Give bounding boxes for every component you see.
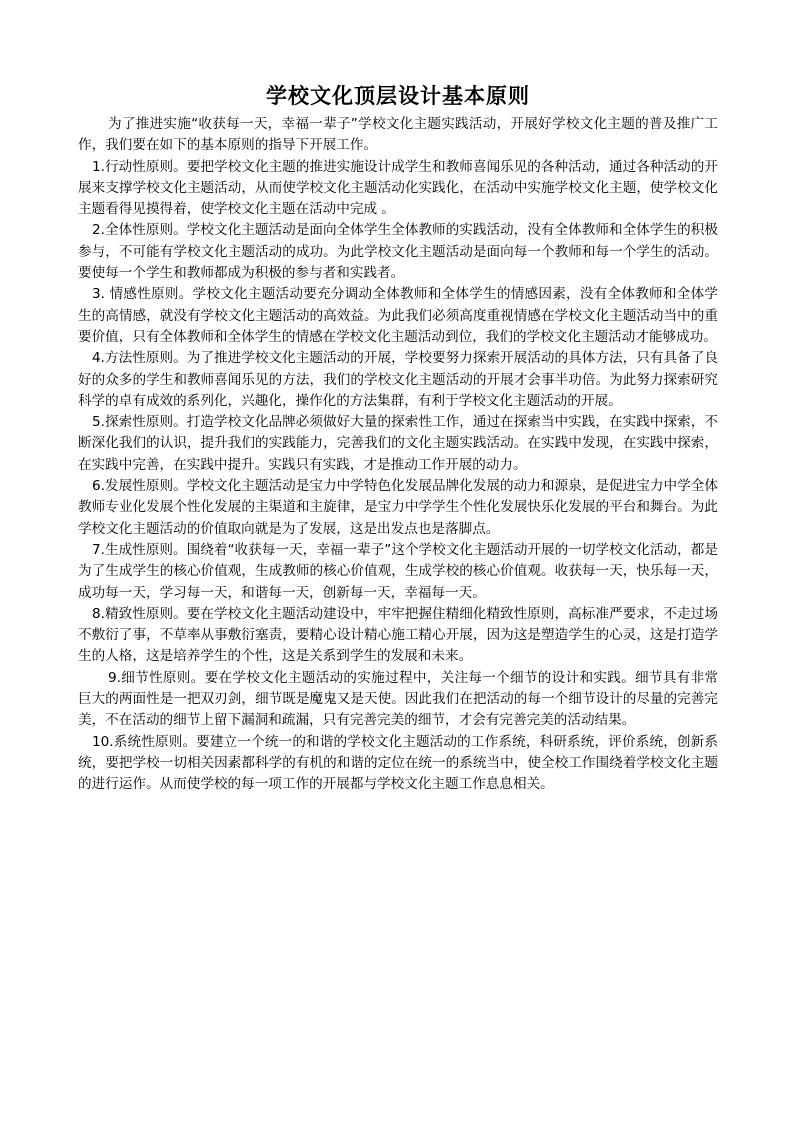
document-page [78, 80, 718, 796]
principle-8-paragraph: 8.精致性原则。要在学校文化主题活动建设中，牢牢把握住精细化精致性原则，高标准严要求，不走过场不敷衍了事，不草率从事敷衍塞责，要精心设计精心施工精心开展，因为这是塑造学生的心灵，这是打造学生的人格，这是培养学生的个性，这是关系到学生的发展和未来。 [78, 605, 718, 665]
intro-paragraph: 为了推进实施“收获每一天，幸福一辈子”学校文化主题实践活动，开展好学校文化主题的普及推广工作，我们要在如下的基本原则的指导下开展工作。 [78, 116, 718, 154]
principle-4-paragraph: 4.方法性原则。为了推进学校文化主题活动的开展，学校要努力探索开展活动的具体方法，只有具备了良好的众多的学生和教师喜闻乐见的方法，我们的学校文化主题活动的开展才会事半功倍。为此努力探索研究科学的卓有成效的系列化，兴趣化，操作化的方法集群，有利于学校文化主题活动的开展。 [78, 350, 718, 409]
principle-3-paragraph: 3. 情感性原则。学校文化主题活动要充分调动全体教师和全体学生的情感因素，没有全体教师和全体学生的高情感，就没有学校文化主题活动的高效益。为此我们必须高度重视情感在学校文化主题活动当中的重要价值，只有全体教师和全体学生的情感在学校文化主题活动到位，我们的学校文化主题活动才能够成功。 [78, 286, 718, 345]
principle-9-paragraph: 9.细节性原则。要在学校文化主题活动的实施过程中，关注每一个细节的设计和实践。细节具有非常巨大的两面性是一把双刃剑，细节既是魔鬼又是天使。因此我们在把活动的每一个细节设计的尽量的完善完美，不在活动的细节上留下漏洞和疏漏，只有完善完美的细节，才会有完善完美的活动结果。 [78, 669, 718, 729]
document-title: 学校文化顶层设计基本原则 [266, 83, 530, 108]
principle-6-paragraph: 6.发展性原则。学校文化主题活动是宝力中学特色化发展品牌化发展的动力和源泉，是促进宝力中学全体教师专业化发展个性化发展的主渠道和主旋律，是宝力中学学生个性化发展快乐化发展的平台和舞台。为此学校文化主题活动的价值取向就是为了发展，这是出发点也是落脚点。 [78, 478, 718, 537]
principle-1-paragraph: 1.行动性原则。要把学校文化主题的推进实施设计成学生和教师喜闻乐见的各种活动，通过各种活动的开展来支撑学校文化主题活动，从而使学校文化主题活动化实践化，在活动中实施学校文化主题，使学校文化主题看得见摸得着，使学校文化主题在活动中完成 。 [78, 158, 718, 218]
principle-2-paragraph: 2.全体性原则。学校文化主题活动是面向全体学生全体教师的实践活动，没有全体教师和全体学生的积极参与，不可能有学校文化主题活动的成功。为此学校文化主题活动是面向每一个教师和每一个学生的活动。要使每一个学生和教师都成为积极的参与者和实践者。 [78, 222, 718, 282]
principle-7-paragraph: 7.生成性原则。围绕着“收获每一天，幸福一辈子”这个学校文化主题活动开展的一切学校文化活动，都是为了生成学生的核心价值观，生成教师的核心价值观，生成学校的核心价值观。收获每一天，快乐每一天，成功每一天，学习每一天，和谐每一天，创新每一天，幸福每一天。 [78, 541, 718, 601]
principle-5-paragraph: 5.探索性原则。打造学校文化品牌必须做好大量的探索性工作，通过在探索当中实践，在实践中探索，不断深化我们的认识，提升我们的实践能力，完善我们的文化主题实践活动。在实践中发现，在实践中探索，在实践中完善，在实践中提升。实践只有实践，才是推动工作开展的动力。 [78, 414, 718, 473]
principle-10-paragraph: 10.系统性原则。要建立一个统一的和谐的学校文化主题活动的工作系统，科研系统，评价系统，创新系统，要把学校一切相关因素都科学的有机的和谐的定位在统一的系统当中，使全校工作围绕着学校文化主题的进行运作。从而使学校的每一项工作的开展都与学校文化主题工作息息相关。 [78, 733, 718, 793]
